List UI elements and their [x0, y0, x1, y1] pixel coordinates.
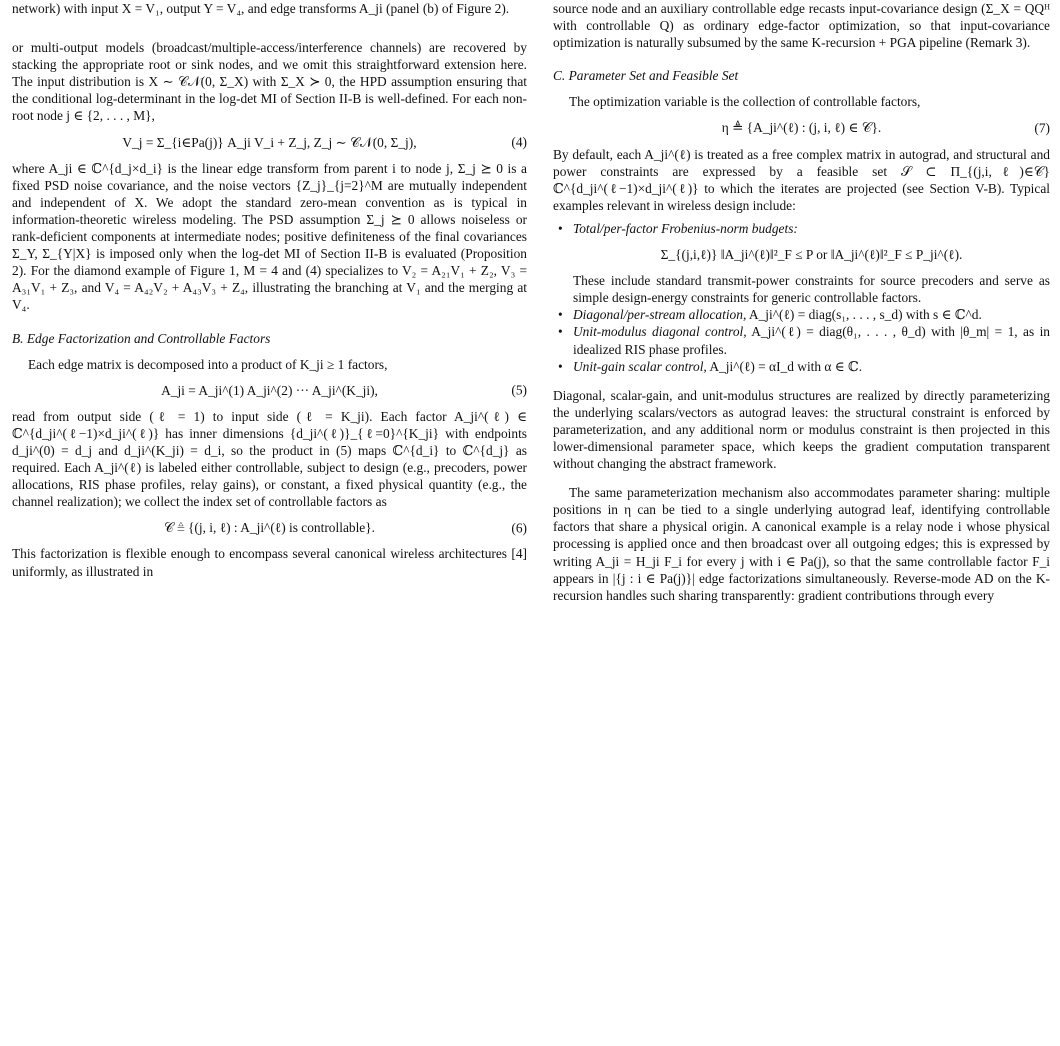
paragraph-parameterization: Diagonal, scalar-gain, and unit-modulus structures are realized by directly parameterizing the underlying scalars/vectors as autograd leaves: the structural constraint is enforced by parameterization, and any additional norm or modulus constraint is then projected in this lower-dimensional parameter space, which keeps the gradient computation transparent without changing the abstract framework. — [553, 387, 1050, 472]
bullet-unit-gain-title: Unit-gain scalar control, — [573, 358, 707, 374]
bullet-unit-modulus-title: Unit-modulus diagonal control, — [573, 324, 747, 340]
equation-4-body: V_j = Σ_{i∈Pa(j)} A_ji V_i + Z_j, Z_j ∼ 𝒞𝒩(0, Σ_j), — [122, 134, 417, 150]
paragraph-channels: or multi-output models (broadcast/multiple-access/interference channels) are recovered by stacking the appropriate root or sink nodes, and we omit this straightforward extension here. The input distribution is X ∼ 𝒞𝒩(0, Σ_X) with Σ_X ≻ 0, the HPD assumption ensuring that the conditional log-determinant in the log-det MI of Section II-B is well-defined. For each non-root node j ∈ {2, . . . , M}, — [12, 40, 527, 124]
equation-6-number: (6) — [511, 520, 527, 536]
equation-5-number: (5) — [511, 382, 527, 398]
right-column — [553, 0, 1050, 1046]
left-column — [12, 0, 527, 1046]
section-heading-c: C. Parameter Set and Feasible Set — [553, 68, 739, 84]
paragraph-parameter-sharing: The same parameterization mechanism also accommodates parameter sharing: multiple positions in η can be tied to a single underlying autograd leaf, identifying controllable factors that share a physical origin. A canonical example is a relay node i whose physical processing is applied once and then broadcast over all outgoing edges; this is expressed by writing A_ji = H_ji F_i for every j with i ∈ Pa(j), so that the same controllable factor F_i appears in |{j : i ∈ Pa(j)}| edge factorizations simultaneously. Reverse-mode AD on the K-recursion handles such sharing transparently: gradient contributions through every — [553, 485, 1050, 603]
paragraph-edge-decomposition: Each edge matrix is decomposed into a product of K_ji ≥ 1 factors, — [28, 356, 388, 372]
bullet-frobenius-equation: Σ_{(j,i,ℓ)} ‖A_ji^(ℓ)‖²_F ≤ P or ‖A_ji^(ℓ)‖²_F ≤ P_ji^(ℓ). — [660, 247, 963, 263]
paragraph-node-model: where A_ji ∈ ℂ^{d_j×d_i} is the linear edge transform from parent i to node j, Σ_j ⪰ 0 is a fixed PSD noise covariance, and the noise vectors {Z_j}_{j=2}^M are mutually independent and independent of X. We adopt the standard zero-mean convention as is typical in information-theoretic wireless modeling. The PSD assumption Σ_j ⪰ 0 allows noiseless or rank-deficient components at intermediate nodes; positive definiteness of the final covariances Σ_Y, Σ_{Y|X} is imposed only when the log-det MI of Section II-B is evaluated (Proposition 2). For the diamond example of Figure 1, M = 4 and (4) specializes to V₂ = A₂₁V₁ + Z₂, V₃ = A₃₁V₁ + Z₃, and V₄ = A₄₂V₂ + A₄₃V₃ + Z₄, illustrating the branching at V₁ and the merging at V₄. — [12, 160, 527, 313]
equation-6-body: 𝒞 ≜ {(j, i, ℓ) : A_ji^(ℓ) is controllable}. — [163, 520, 376, 536]
equation-7 — [553, 119, 1050, 136]
bullet-unit-gain — [553, 358, 1050, 375]
paragraph-input-covariance: source node and an auxiliary controllable edge recasts input-covariance design (Σ_X = QQᴴ with controllable Q) as ordinary edge-factor optimization, so that input-covariance optimization is naturally subsumed by the same K-recursion + PGA pipeline (Remark 3). — [553, 1, 1050, 51]
equation-7-body: η ≜ {A_ji^(ℓ) : (j, i, ℓ) ∈ 𝒞}. — [721, 120, 882, 136]
bullet-frobenius-note: These include standard transmit-power constraints for source precoders and serve as simple design-energy constraints for generic controllable factors. — [573, 273, 1050, 306]
equation-6 — [12, 519, 527, 536]
bullet-unit-gain-text: A_ji^(ℓ) = αI_d with α ∈ ℂ. — [709, 358, 863, 374]
equation-4-number: (4) — [511, 134, 527, 150]
bullet-diagonal-title: Diagonal/per-stream allocation, — [573, 307, 747, 323]
paragraph-factor-dimensions: read from output side (ℓ = 1) to input side (ℓ = K_ji). Each factor A_ji^(ℓ) ∈ ℂ^{d_ji^(ℓ−1)×d_ji^(ℓ)} has inner dimensions {d_ji^(ℓ)}_{ℓ=0}^{K_ji} with endpoints d_ji^(0) = d_j and d_ji^(K_ji) = d_i, so the product in (5) maps ℂ^{d_i} to ℂ^{d_j} as required. Each A_ji^(ℓ) is labeled either controllable, subject to design (e.g., precoders, power allocations, RIS phase profiles, relay gains), or constant, a fixed physical quantity (e.g., the channel realization); we collect the index set of controllable factors as — [12, 408, 527, 510]
paragraph-optimization-variable: The optimization variable is the collection of controllable factors, — [569, 94, 921, 110]
section-heading-b: B. Edge Factorization and Controllable Factors — [12, 330, 271, 346]
bullet-frobenius-budgets — [553, 220, 1050, 306]
bullet-frobenius-title: • Total/per-factor Frobenius-norm budgets: — [573, 220, 798, 236]
paragraph-network-io: network) with input X = V₁, output Y = V₄, and edge transforms A_ji (panel (b) of Figure 2). — [12, 1, 510, 16]
paragraph-feasible-set: By default, each A_ji^(ℓ) is treated as a free complex matrix in autograd, and structural and power constraints are expressed by a feasible set 𝒮 ⊂ Π_{(j,i,ℓ)∈𝒞} ℂ^{d_ji^(ℓ−1)×d_ji^(ℓ)} to which the iterates are projected (see Section V-B). Typical examples relevant in wireless design include: — [553, 146, 1050, 213]
equation-7-number: (7) — [1034, 120, 1050, 136]
bullet-unit-modulus — [553, 323, 1050, 357]
bullet-unit-modulus-text: A_ji^(ℓ) = diag(θ₁, . . . , θ_d) with |θ_m| = 1, as in idealized RIS phase profiles. — [573, 324, 1050, 357]
column-gap — [12, 17, 527, 39]
paragraph-architectures: This factorization is flexible enough to encompass several canonical wireless architectures [4] uniformly, as illustrated in — [12, 546, 527, 579]
bullet-diagonal-text: A_ji^(ℓ) = diag(s₁, . . . , s_d) with s ∈ ℂ^d. — [748, 307, 982, 323]
equation-5-body: A_ji = A_ji^(1) A_ji^(2) ··· A_ji^(K_ji), — [161, 382, 378, 398]
equation-4 — [12, 134, 527, 151]
equation-5 — [12, 382, 527, 399]
bullet-diagonal-allocation — [553, 306, 1050, 323]
